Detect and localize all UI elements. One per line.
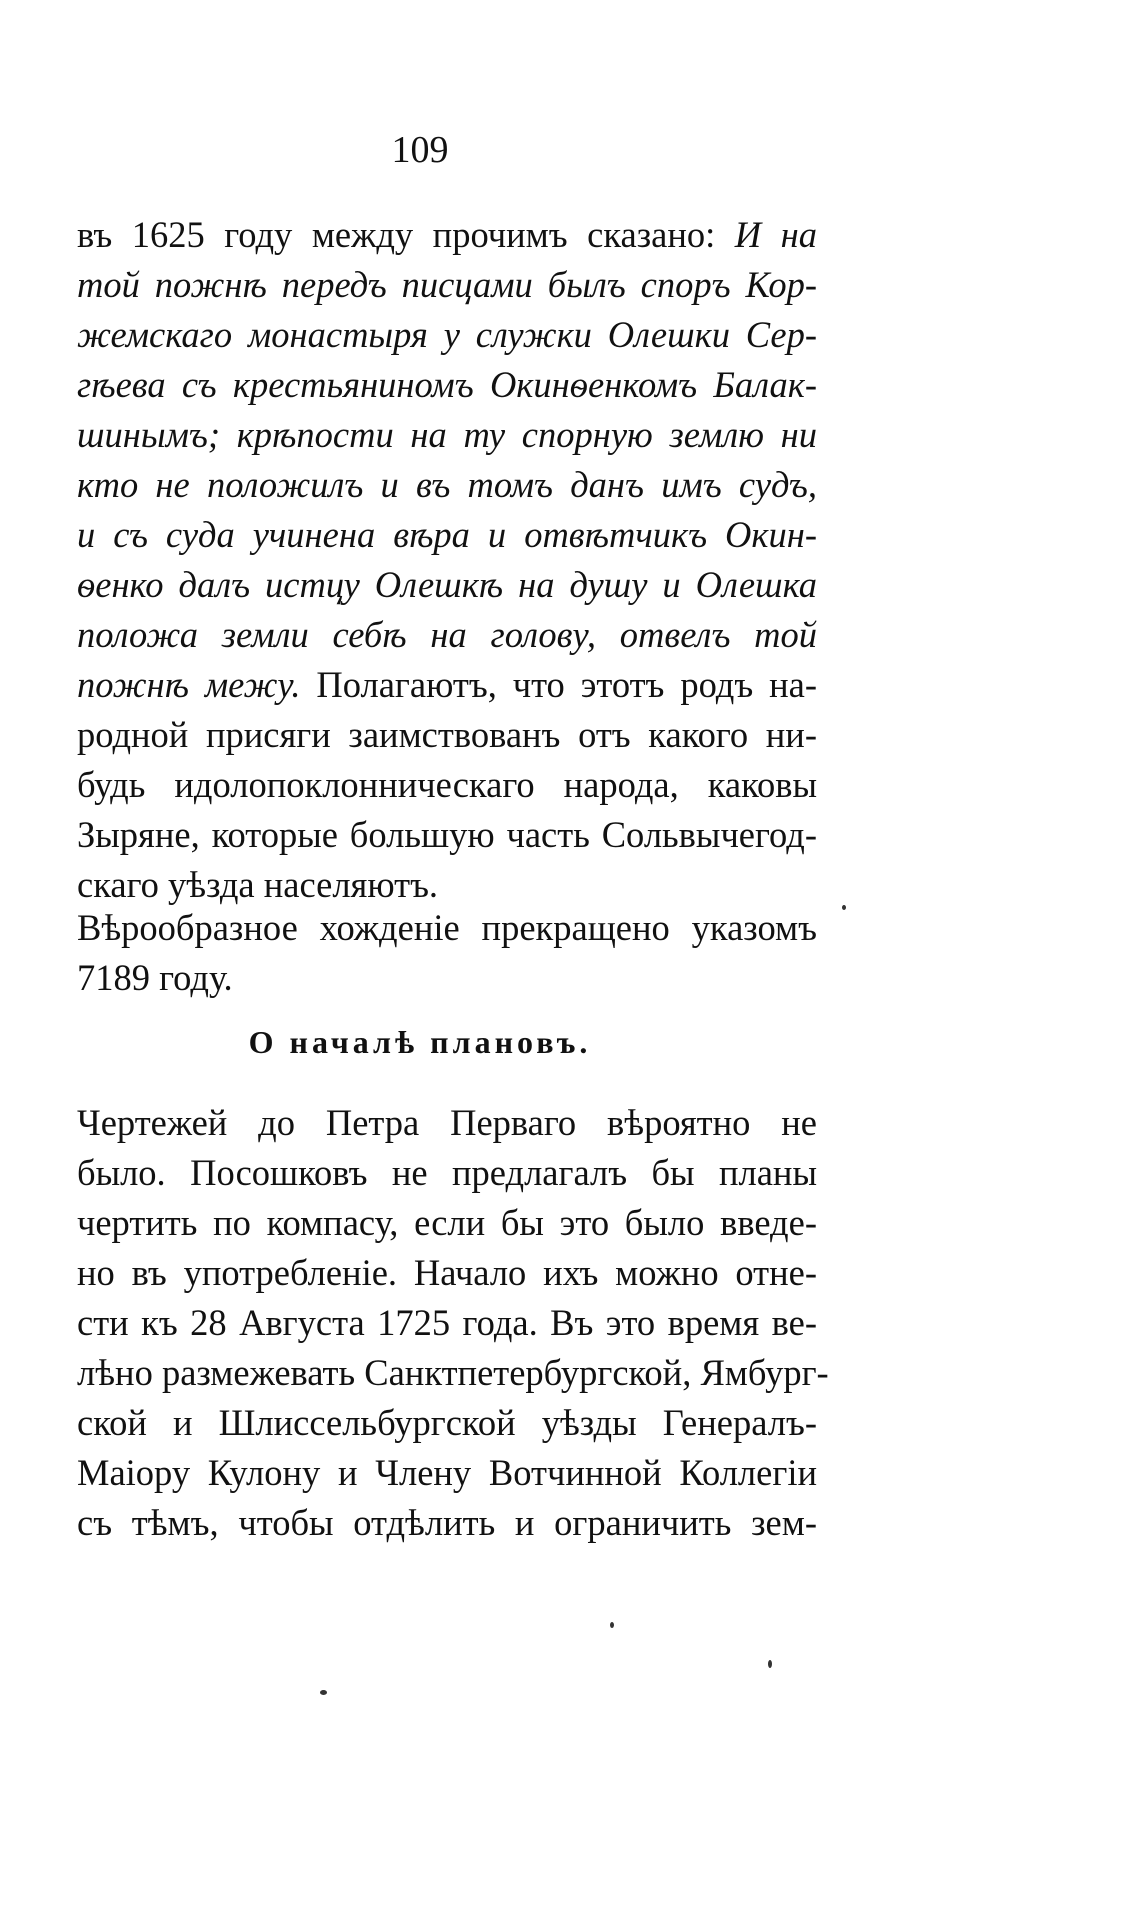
text-line: Маіору Кулону и Члену Вотчинной Коллегіи: [77, 1452, 817, 1493]
page-number: 109: [391, 129, 449, 171]
text-italic: пожнѣ межу.: [77, 664, 301, 705]
text-line: съ тѣмъ, чтобы отдѣлить и ограничить зем-: [77, 1502, 817, 1543]
scan-speck: [610, 1622, 614, 1628]
text-line: будь идолопоклонническаго народа, каковы: [77, 764, 817, 805]
paragraph-oath: [77, 210, 817, 910]
text-line: кто не положилъ и въ томъ данъ имъ судъ,: [77, 464, 817, 505]
paragraph-abolition: [77, 903, 817, 1003]
text-line: ской и Шлиссельбургской уѣзды Генералъ-: [77, 1402, 817, 1443]
text-line: Чертежей до Петра Перваго вѣроятно не: [77, 1102, 817, 1143]
text-line: ѳенко далъ истцу Олешкѣ на душу и Олешка: [77, 564, 817, 605]
section-heading: О началѣ плановъ.: [248, 1024, 592, 1060]
text-line: шинымъ; крѣпости на ту спорную землю ни: [77, 414, 817, 455]
text-line: [77, 210, 817, 260]
text-line: Зыряне, которые большую часть Сольвычегод-: [77, 814, 817, 855]
text-line: сти къ 28 Августа 1725 года. Въ это время ве-: [77, 1302, 817, 1343]
text-line: той пожнѣ передъ писцами былъ споръ Кор-: [77, 264, 817, 305]
text-line: и съ суда учинена вѣра и отвѣтчикъ Окин-: [77, 514, 817, 555]
text-line: жемскаго монастыря у служки Олешки Сер-: [77, 314, 817, 355]
text-roman: Полагаютъ, что этотъ родъ на-: [316, 664, 818, 705]
text-italic: И на: [734, 214, 817, 255]
text-line: [77, 660, 817, 710]
text-line: было. Посошковъ не предлагалъ бы планы: [77, 1152, 817, 1193]
text-line: лѣно размежевать Санктпетербургской, Ямбург-: [77, 1352, 829, 1393]
text-line: скаго уѣзда населяютъ.: [77, 864, 439, 905]
paragraph-plans: [77, 1098, 829, 1548]
text-line: но въ употребленіе. Начало ихъ можно отне-: [77, 1252, 817, 1293]
text-line: чертить по компасу, если бы это было введе-: [77, 1202, 817, 1243]
text-line: 7189 году.: [77, 957, 233, 998]
scan-speck: [842, 905, 846, 910]
text-line: Вѣрообразное хожденіе прекращено указомъ: [77, 907, 817, 948]
scan-speck: [768, 1660, 772, 1668]
text-line: положа земли себѣ на голову, отвелъ той: [77, 614, 817, 655]
text-line: гѣева съ крестьяниномъ Окинѳенкомъ Балак-: [77, 364, 817, 405]
text-roman: въ 1625 году между прочимъ сказано:: [77, 214, 716, 255]
text-line: родной присяги заимствованъ отъ какого ни-: [77, 714, 817, 755]
scan-speck: [320, 1690, 327, 1695]
